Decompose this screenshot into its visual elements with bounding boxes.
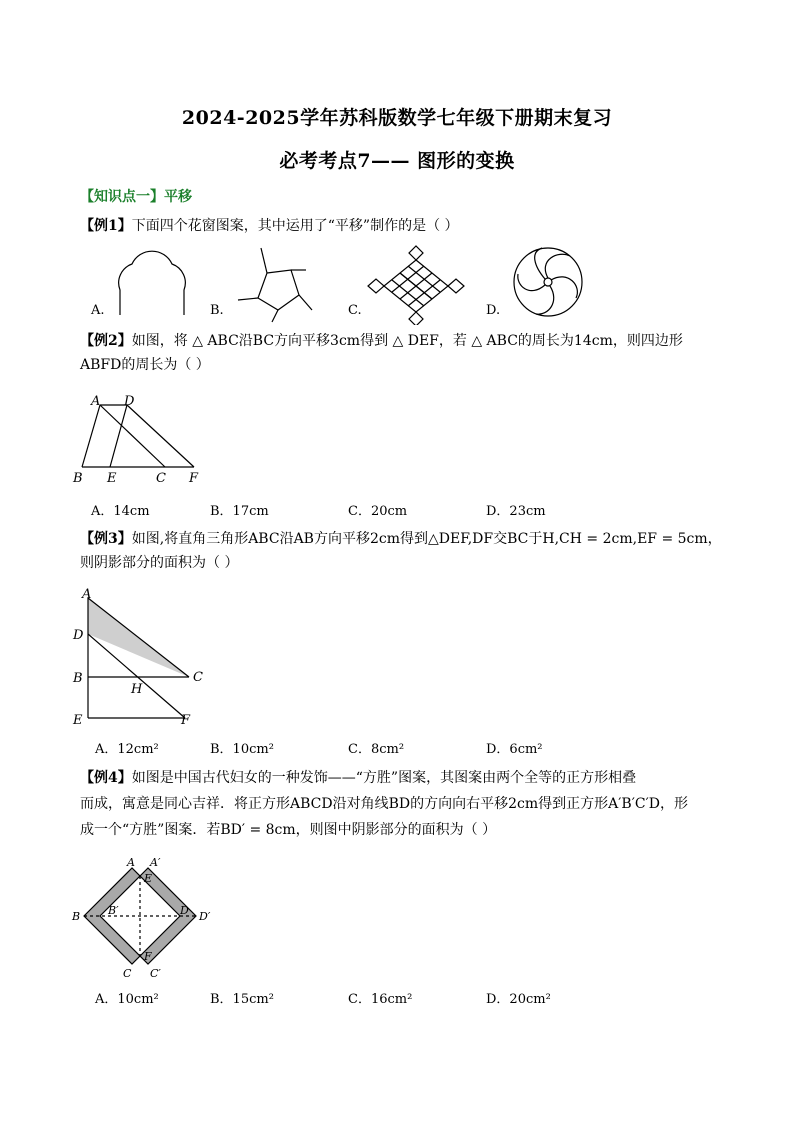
example-2-option-d: D．23cm [486,504,546,519]
example-2-option-a: A．14cm [91,504,150,519]
example-3-text-line1: 如图,将直角三角形ABC沿AB方向平移2cm得到△DEF,DF交BC于H,CH = 2cm,EF = 5cm， [131,531,722,547]
example-2-tag: 【例2】 [80,333,132,349]
example-2-option-c: C．20cm [348,504,408,519]
label-e: E [73,713,83,728]
figure-b-pentagon-pinwheel [238,248,312,322]
example-4-option-d: D．20cm² [486,992,551,1007]
page-subtitle: 必考考点7—— 图形的变换 [279,150,515,172]
example-2-option-b: B．17cm [210,504,269,519]
label-d: D [73,628,84,643]
example-1-question [80,214,459,238]
label-c: C [193,670,203,685]
label-e: E [107,471,117,486]
example-4-text-line1: 如图是中国古代妇女的一种发饰——“方胜”图案，其图案由两个全等的正方形相叠 [131,770,637,786]
example-4-text-line3: 成一个“方胜”图案．若BD′ = 8cm，则图中阴影部分的面积为（ ） [80,822,497,838]
example-1-text: 下面四个花窗图案，其中运用了“平移”制作的是（ ） [131,218,459,234]
label-e: E [144,872,153,885]
label-f: F [181,713,191,728]
label-f: F [189,471,199,486]
label-a: A [82,587,92,602]
example-4-option-c: C．16cm² [348,992,413,1007]
label-c-prime: C′ [150,967,161,980]
example-1-option-b: B. [210,303,224,318]
example-3-text-line2: 则阴影部分的面积为（ ） [80,555,239,571]
example-4-question [80,765,730,843]
label-c: C [156,471,166,486]
figure-c-lattice [368,246,464,325]
example-2-text-line2: ABFD的周长为（ ） [80,357,210,373]
label-a-prime: A′ [150,856,161,869]
label-b: B [73,471,83,486]
label-f: F [144,950,152,963]
example-4-figure [68,852,238,982]
figure-a-arch [119,251,186,315]
label-d: D [124,394,135,409]
example-4-tag: 【例4】 [80,770,132,786]
section-label: 【知识点一】平移 [80,189,192,205]
example-3-figure [72,586,212,728]
example-4-text-line2: 而成，寓意是同心吉祥．将正方形ABCD沿对角线BD的方向向右平移2cm得到正方形A′B′C′D，形 [80,796,688,812]
example-3-option-c: C．8cm² [348,742,405,757]
example-2-question [80,329,720,377]
example-3-question [80,527,730,575]
label-a: A [91,394,101,409]
example-1-option-a: A. [91,303,105,318]
example-4-option-a: A．10cm² [95,992,159,1007]
example-3-option-d: D．6cm² [486,742,543,757]
example-1-figures [80,240,600,325]
example-1-tag: 【例1】 [80,218,132,234]
label-h: H [131,682,143,697]
example-1-option-c: C. [348,303,362,318]
example-4-option-b: B．15cm² [210,992,274,1007]
label-d: D [180,904,189,917]
label-b: B [73,671,83,686]
example-3-option-b: B．10cm² [210,742,274,757]
label-b-prime: B′ [108,904,119,917]
label-c: C [123,967,132,980]
example-1-option-d: D. [486,303,501,318]
figure-d-flower [514,248,582,316]
example-2-figure [70,392,210,487]
example-3-option-a: A．12cm² [95,742,159,757]
label-d-prime: D′ [199,910,211,923]
label-b: B [72,910,81,923]
example-2-text-line1: 如图，将 △ ABC沿BC方向平移3cm得到 △ DEF，若 △ ABC的周长为14cm，则四边形 [131,333,683,349]
label-a: A [127,856,135,869]
example-3-tag: 【例3】 [80,531,132,547]
page-title: 2024-2025学年苏科版数学七年级下册期末复习 [181,107,613,129]
